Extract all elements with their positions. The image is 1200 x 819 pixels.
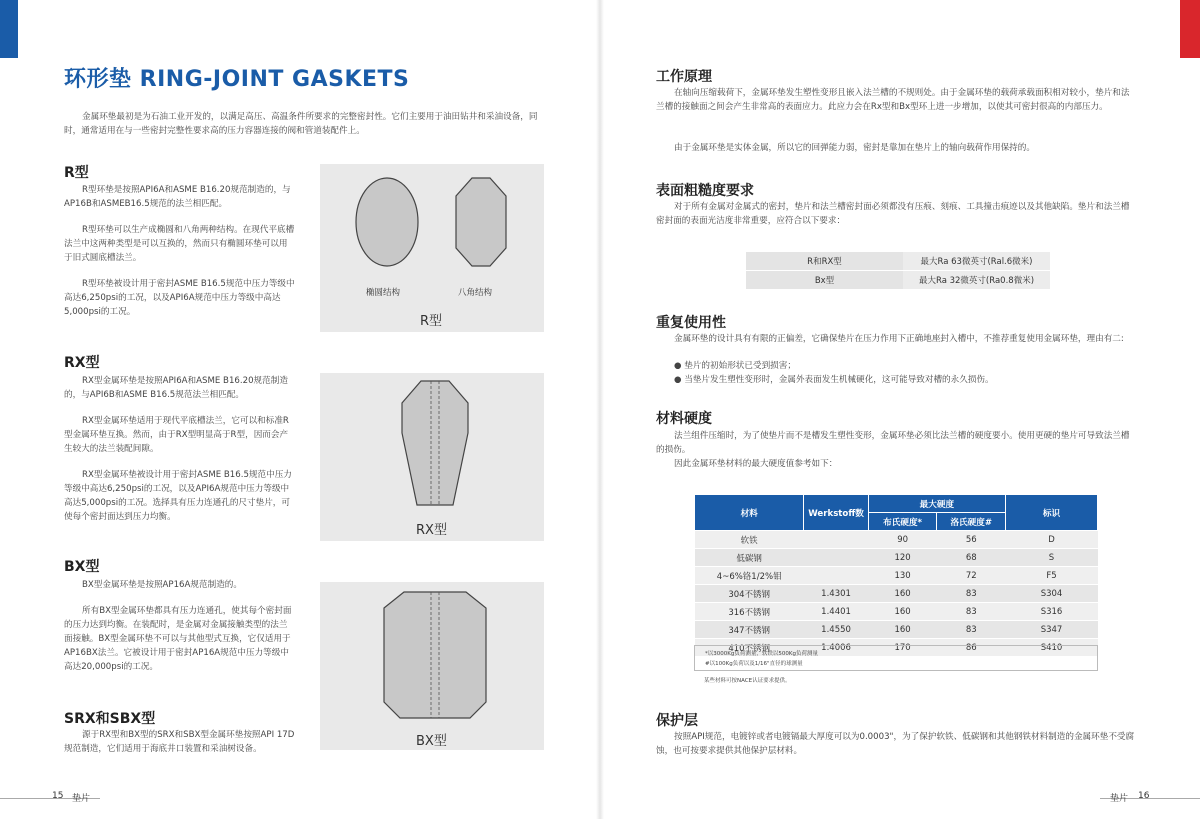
bx-section-shape (384, 592, 486, 718)
cell-material: 304不锈钢 (695, 585, 804, 603)
hardness-para-1: 法兰组件压缩时，为了使垫片而不是槽发生塑性变形，金属环垫必须比法兰槽的硬度要小。使用更硬的垫片可导致法兰槽的损伤。 (656, 431, 1130, 455)
work-para-2: 由于金属环垫是实体金属，所以它的回弹能力弱，密封是靠加在垫片上的轴向载荷作用保持的。 (674, 143, 1035, 153)
cell-brinell: 120 (868, 549, 937, 567)
table-row (695, 567, 1098, 585)
r-section-title: R型 (64, 165, 89, 181)
cell-material: 347不锈钢 (695, 621, 804, 639)
cell-rockwell: 56 (937, 531, 1006, 549)
bx-gasket-diagram (320, 582, 544, 750)
reuse-bullet-2-text: 当垫片发生塑性变形时，金属外表面发生机械硬化，这可能导致对槽的永久损伤。 (684, 375, 994, 385)
header-mark: 标识 (1006, 495, 1098, 531)
cell-rockwell: 83 (937, 585, 1006, 603)
oval-label: 椭圆结构 (366, 288, 401, 298)
cell-werkstoff (804, 549, 868, 567)
cell-mark: F5 (1006, 567, 1098, 585)
rx-para-3: RX型金属环垫被设计用于密封ASME B16.5规范中压力等级中高达6,250psi的工况，以及API6A规范中压力等级中高达5,000psi的工况。选择具有压力连通孔的尺寸垫片，可使每个密封面达到压力均衡。 (64, 470, 292, 522)
work-para-1: 在轴向压缩载荷下，金属环垫发生塑性变形且嵌入法兰槽的不规则处。由于金属环垫的载荷承载面积相对较小，垫片和法兰槽的接触面之间会产生非常高的表面应力。此应力会在Rx型和Bx型环上进一步增加，以使其可密封很高的内部压力。 (656, 88, 1130, 112)
srx-section-title: SRX和SBX型 (64, 711, 156, 727)
right-page (600, 0, 1200, 819)
hardness-note-3: 某些材料可按NACE认证要求提供。 (704, 678, 791, 684)
rx-gasket-diagram (320, 373, 544, 541)
octagonal-label: 八角结构 (458, 288, 493, 298)
cell-mark: S410 (1006, 639, 1098, 657)
reuse-bullet-1: ● 垫片的初始形状已受到损害； (674, 361, 796, 371)
oval-section-shape (356, 178, 418, 266)
hardness-section-title: 材料硬度 (656, 411, 712, 427)
reuse-bullet-1-text: 垫片的初始形状已受到损害； (684, 361, 796, 371)
table-row (695, 603, 1098, 621)
protection-para-1: 按照API规范，电镀锌或者电镀镉最大厚度可以为0.0003"，为了保护软铁、低碳钢和其他钢铁材料制造的金属环垫不受腐蚀，也可按要求提供其他保护层材料。 (656, 732, 1135, 756)
r-caption: R型 (420, 314, 443, 329)
cell-brinell: 130 (868, 567, 937, 585)
rx-diagram-panel (320, 373, 544, 541)
cell-rockwell: 86 (937, 639, 1006, 657)
roughness-value-cell: 最大Ra 32微英寸(Ra0.8微米) (903, 271, 1050, 290)
r-para-3: R型环垫被设计用于密封ASME B16.5规范中压力等级中高达6,250psi的工况，以及API6A规范中压力等级中高达5,000psi的工况。 (64, 279, 295, 317)
cell-material: 4~6%铬1/2%钼 (695, 567, 804, 585)
reuse-para-1: 金属环垫的设计具有有限的正偏差，它确保垫片在压力作用下正确地座封入槽中，不推荐重复使用金属环垫，理由有二: (674, 334, 1124, 344)
roughness-para-1: 对于所有金属对金属式的密封，垫片和法兰槽密封面必须都没有压痕、刻痕、工具撞击痕迹以及其他缺陷。垫片和法兰槽密封面的表面光洁度非常重要，应符合以下要求： (656, 202, 1130, 226)
header-werkstoff: Werkstoff数 (804, 495, 868, 531)
cell-brinell: 160 (868, 603, 937, 621)
cell-rockwell: 83 (937, 621, 1006, 639)
cell-mark: S316 (1006, 603, 1098, 621)
cell-material: 低碳钢 (695, 549, 804, 567)
header-material: 材料 (695, 495, 804, 531)
header-rockwell: 洛氏硬度# (937, 513, 1006, 531)
srx-para-1: 源于RX型和BX型的SRX和SBX型金属环垫按照API 17D规范制造，它们适用于海底井口装置和采油树设备。 (64, 730, 295, 754)
r-gasket-diagram (320, 164, 544, 332)
header-brinell: 布氏硬度* (868, 513, 937, 531)
rx-section-shape (402, 381, 468, 505)
cell-werkstoff (804, 567, 868, 585)
octagonal-section-shape (456, 178, 506, 266)
table-row (695, 549, 1098, 567)
work-section-title: 工作原理 (656, 69, 712, 85)
footer-page-number: 16 (1138, 791, 1150, 801)
blue-corner-mark (0, 0, 18, 58)
rx-section-title: RX型 (64, 355, 100, 371)
protection-section-title: 保护层 (656, 713, 698, 729)
r-para-1: R型环垫是按照API6A和ASME B16.20规范制造的，与AP16B和ASMEB16.5规范的法兰相匹配。 (64, 185, 291, 209)
cell-material: 316不锈钢 (695, 603, 804, 621)
page-title: 环形垫 RING-JOINT GASKETS (64, 67, 410, 92)
reuse-bullet-2: ● 当垫片发生塑性变形时，金属外表面发生机械硬化，这可能导致对槽的永久损伤。 (674, 375, 994, 385)
bx-caption: BX型 (416, 734, 447, 749)
r-diagram-panel (320, 164, 544, 332)
footer-label: 垫片 (72, 794, 91, 804)
rx-caption: RX型 (416, 523, 447, 538)
footer-label: 垫片 (1110, 794, 1129, 804)
cell-werkstoff (804, 531, 868, 549)
hardness-notes-box (694, 645, 1098, 671)
r-para-2: R型环垫可以生产成椭圆和八角两种结构。在现代平底槽法兰中这两种类型是可以互换的，然而只有椭圆环垫可以用于旧式圆底槽法兰。 (64, 225, 295, 263)
book-spine-shadow (596, 0, 604, 819)
hardness-note-2: #以100Kg负荷以及1/16"直径的球测量 (705, 661, 803, 667)
cell-mark: D (1006, 531, 1098, 549)
hardness-note-1: *以3000Kg负荷测量，软铁以500Kg负荷测量 (705, 651, 818, 657)
bx-para-2: 所有BX型金属环垫都具有压力连通孔，使其每个密封面的压力达到均衡。在装配时，是金属对金属接触类型的法兰面接触。BX型金属环垫不可以与其他型式互换，它仅适用于AP16BX法兰。它被设计用于密封AP16A规范中压力等级中高达20,000psi的工况。 (64, 606, 292, 672)
cell-werkstoff: 1.4401 (804, 603, 868, 621)
bx-para-1: BX型金属环垫是按照AP16A规范制造的。 (82, 580, 242, 590)
cell-rockwell: 83 (937, 603, 1006, 621)
cell-mark: S (1006, 549, 1098, 567)
header-max-hardness: 最大硬度 (868, 495, 1005, 513)
footer-page-number: 15 (52, 791, 64, 801)
cell-werkstoff: 1.4550 (804, 621, 868, 639)
reuse-section-title: 重复使用性 (656, 315, 726, 331)
intro-text: 金属环垫最初是为石油工业开发的，以满足高压、高温条件所要求的完整密封性。它们主要用于油田钻井和采油设备，同时，通常适用在与一些密封完整性要求高的压力容器连接的阀和管道装配件上。 (64, 112, 538, 136)
red-corner-mark (1180, 0, 1200, 58)
cell-rockwell: 68 (937, 549, 1006, 567)
cell-mark: S304 (1006, 585, 1098, 603)
roughness-type-cell: R和RX型 (746, 252, 903, 271)
rx-para-1: RX型金属环垫是按照API6A和ASME B16.20规范制造的，与API6B和ASME B16.5规范法兰相匹配。 (64, 376, 288, 400)
cell-brinell: 160 (868, 585, 937, 603)
cell-brinell: 170 (868, 639, 937, 657)
cell-mark: S347 (1006, 621, 1098, 639)
roughness-type-cell: Bx型 (746, 271, 903, 290)
cell-material: 410不锈钢 (695, 639, 804, 657)
cell-brinell: 90 (868, 531, 937, 549)
bx-diagram-panel (320, 582, 544, 750)
table-row (695, 621, 1098, 639)
table-header-row (695, 495, 1098, 513)
roughness-value-cell: 最大Ra 63微英寸(Ral.6微米) (903, 252, 1050, 271)
rx-para-2: RX型金属环垫适用于现代平底槽法兰，它可以和标准R型金属环垫互换。然而，由于RX型明显高于R型，因而会产生较大的法兰装配间隙。 (64, 416, 289, 454)
cell-brinell: 160 (868, 621, 937, 639)
table-row (695, 585, 1098, 603)
cell-werkstoff: 1.4006 (804, 639, 868, 657)
cell-werkstoff: 1.4301 (804, 585, 868, 603)
table-row (746, 271, 1050, 290)
roughness-table (746, 252, 1050, 290)
bx-section-title: BX型 (64, 559, 100, 575)
roughness-section-title: 表面粗糙度要求 (656, 183, 754, 199)
hardness-table (694, 494, 1098, 657)
hardness-para-2: 因此金属环垫材料的最大硬度值参考如下： (674, 459, 838, 469)
table-row (746, 252, 1050, 271)
table-row (695, 531, 1098, 549)
cell-rockwell: 72 (937, 567, 1006, 585)
cell-material: 软铁 (695, 531, 804, 549)
